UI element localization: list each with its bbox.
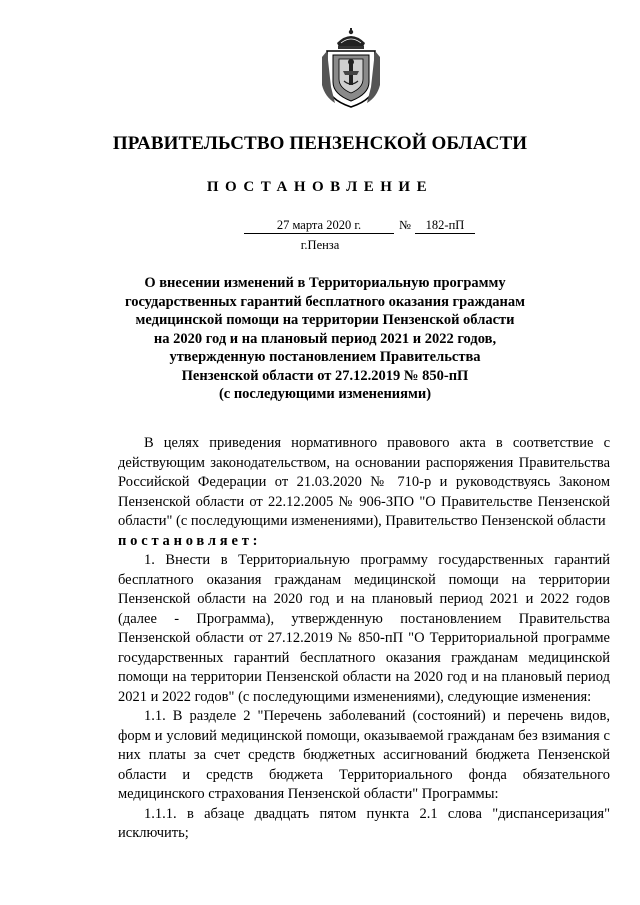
decree-paragraph [118,532,610,552]
heading-line: Пензенской области от 27.12.2019 № 850-пП [181,367,469,384]
heading-line: утвержденную постановлением Правительства [169,349,481,365]
document-type: ПОСТАНОВЛЕНИЕ [206,179,434,195]
paragraph-1: 1. Внести в Территориальную программу государственных гарантий бесплатного оказания гражданам медицинской помощи на территории Пензенской области на 2020 год и на плановый период 2021 и 2022 годов (далее - Программа), утвержденную постановлением Правительства Пензенской области от 27.12.2019 № 850-пП "О Территориальной программе государственных гарантий бесплатного оказания гражданам медицинской помощи на территории Пензенской области на 2020 год и на плановый период 2021 и 2022 годов" (с последующими изменениями), следующие изменения: [118,552,610,705]
heading-line: государственных гарантий бесплатного оказания гражданам [124,293,526,310]
document-body [118,434,610,844]
decree-word: постановляет: [118,532,262,549]
document-number: 182-пП [415,218,475,234]
government-name: ПРАВИТЕЛЬСТВО ПЕНЗЕНСКОЙ ОБЛАСТИ [112,133,528,154]
number-sign: № [399,218,411,232]
document-city: г.Пенза [300,238,340,252]
heading-line: О внесении изменений в Территориальную программу [144,275,506,291]
coat-of-arms-icon [319,27,383,109]
intro-paragraph: В целях приведения нормативного правового акта в соответствие с действующим законодательством, на основании распоряжения Правительства Российской Федерации от 21.03.2020 № 710-р и руководствуясь Законом Пензенской области от 22.12.2005 № 906-ЗПО "О Правительстве Пензенской области" (с последующими изменениями), Правительство Пензенской области [118,435,610,529]
heading-line: медицинской помощи на территории Пензенской области [135,312,515,328]
document-date: 27 марта 2020 г. [244,218,394,234]
paragraph-1-1-1: 1.1.1. в абзаце двадцать пятом пункта 2.1 слова "диспансеризация" исключить; [118,805,610,841]
paragraph-1-1: 1.1. В разделе 2 "Перечень заболеваний (состояний) и перечень видов, форм и условий медицинской помощи, оказываемой гражданам без взимания с них платы за счет средств бюджетных ассигнований бюджета Пензенской области и средств бюджета Территориального фонда обязательного медицинского страхования Пензенской области" Программы: [118,708,610,802]
heading-line: на 2020 год и на плановый период 2021 и 2022 годов, [153,330,497,347]
document-heading [100,274,550,404]
coat-of-arms-emblem [319,27,383,109]
heading-line: (с последующими изменениями) [218,386,432,402]
